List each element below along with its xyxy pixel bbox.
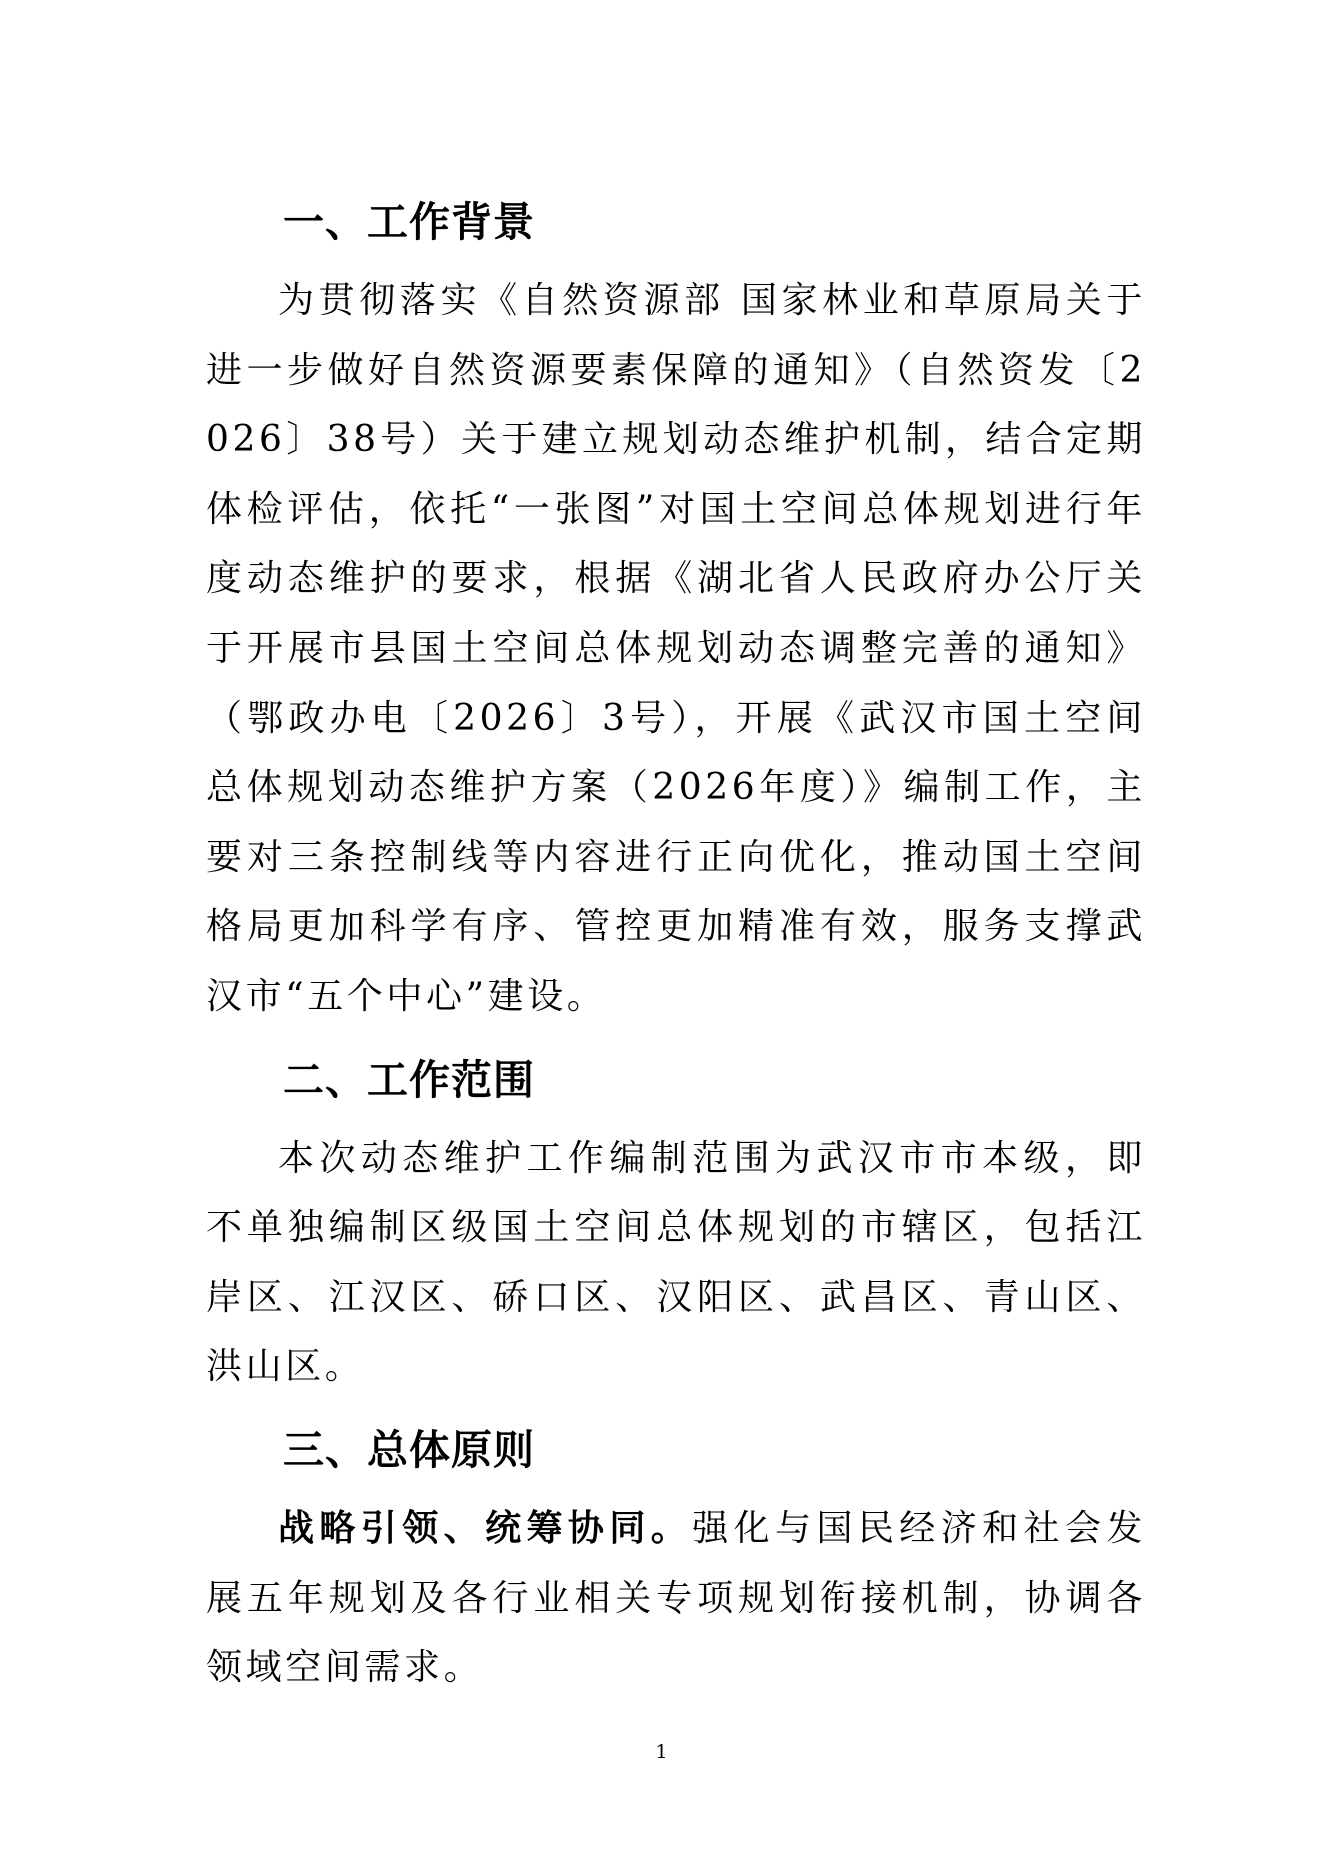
section-paragraph-principles	[206, 1494, 1146, 1703]
section-paragraph-scope: 本次动态维护工作编制范围为武汉市市本级，即不单独编制区级国土空间总体规划的市辖区，包括江岸区、江汉区、硚口区、汉阳区、武昌区、青山区、洪山区。	[206, 1137, 1146, 1388]
document-body	[206, 180, 1146, 1703]
section-paragraph-background: 为贯彻落实《自然资源部 国家林业和草原局关于进一步做好自然资源要素保障的通知》（自然资发〔2026〕38号）关于建立规划动态维护机制，结合定期体检评估，依托“一张图”对国土空间总体规划进行年度动态维护的要求，根据《湖北省人民政府办公厅关于开展市县国土空间总体规划动态调整完善的通知》（鄂政办电〔2026〕3号），开展《武汉市国土空间总体规划动态维护方案（2026年度）》编制工作，主要对三条控制线等内容进行正向优化，推动国土空间格局更加科学有序、管控更加精准有效，服务支撑武汉市“五个中心”建设。	[206, 280, 1146, 1017]
principle-lead: 战略引领、统筹协同。	[278, 1506, 693, 1549]
section-heading-scope: 二、工作范围	[283, 1055, 535, 1104]
page-number: 1	[655, 1741, 668, 1763]
section-heading-background: 一、工作背景	[283, 198, 535, 246]
principle-text: 强化与国民经济和社会发展五年规划及各行业相关专项规划衔接机制，协调各领域空间需求。	[206, 1507, 1146, 1689]
section-heading-principles: 三、总体原则	[283, 1425, 535, 1474]
